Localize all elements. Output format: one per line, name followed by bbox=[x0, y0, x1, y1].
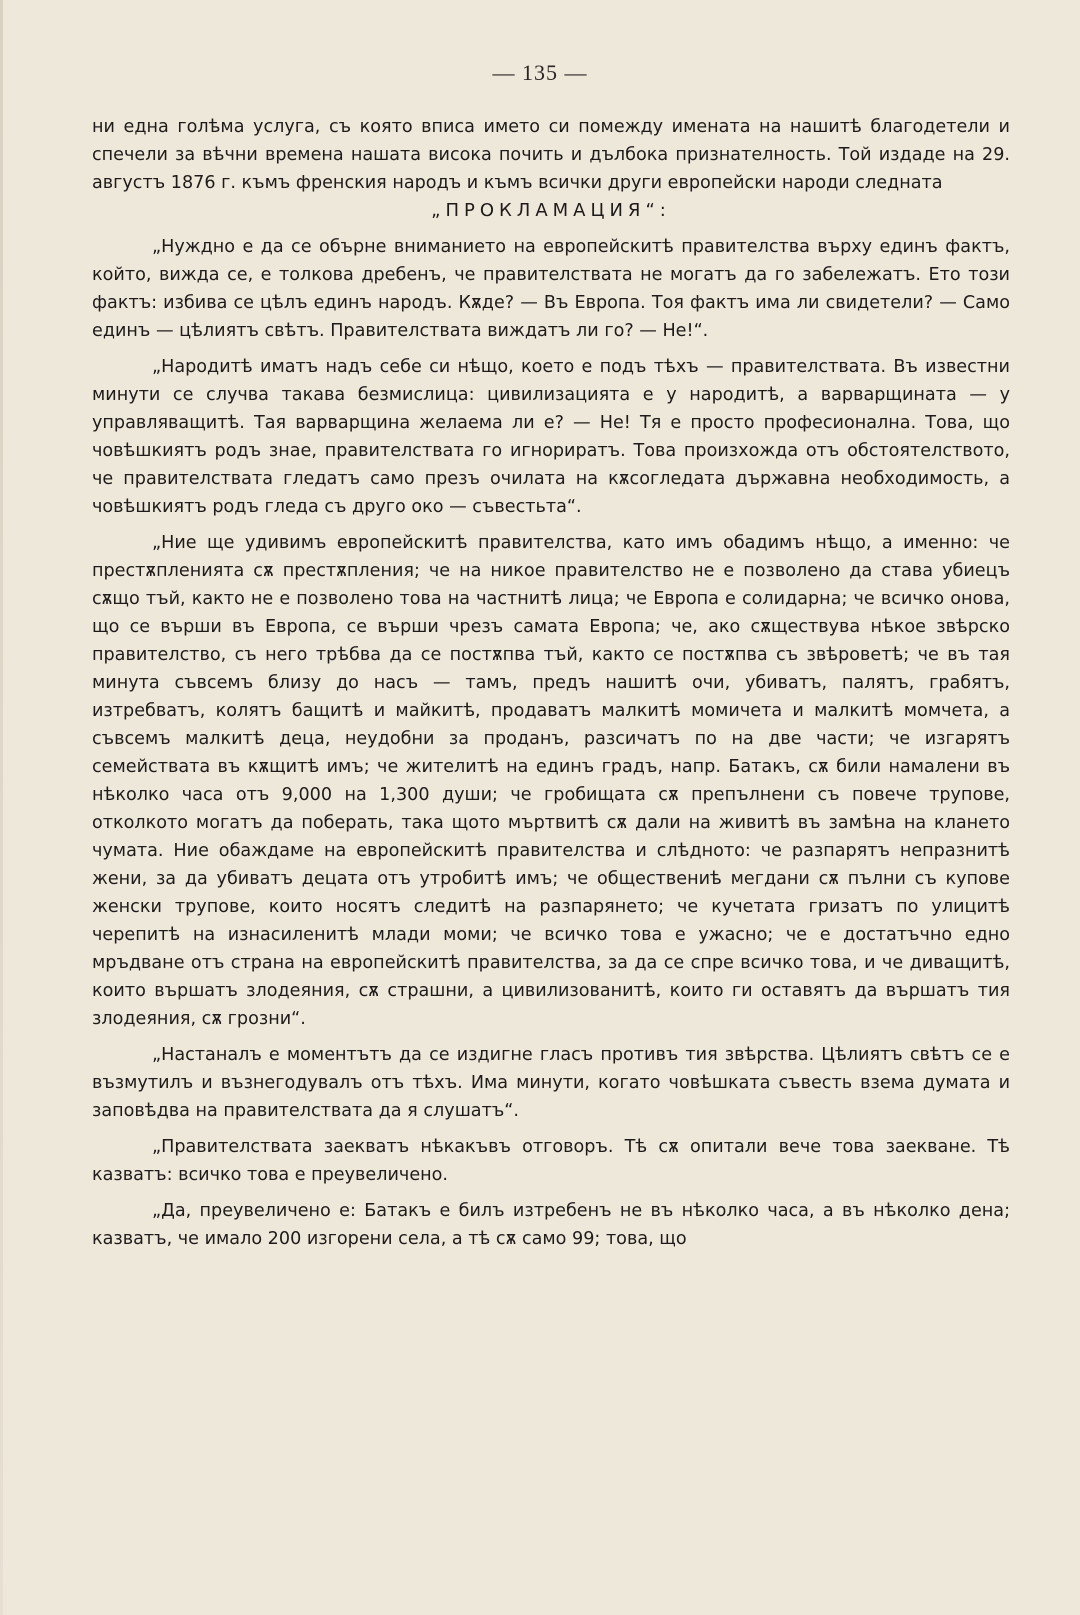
paragraph: „Настаналъ е моментътъ да се издигне гласъ противъ тия звѣрства. Цѣлиятъ свѣтъ се е възмутилъ и възнегодувалъ отъ тѣхъ. Има минути, когато човѣшката съвесть взема думата и заповѣдва на правителствата да я слушатъ“. bbox=[92, 1045, 1010, 1121]
paragraph: „Народитѣ иматъ надъ себе си нѣщо, което е подъ тѣхъ — правителствата. Въ известни минути се случва такава безмислица: цивилизацията е у народитѣ, а варварщината — у управляващитѣ. Тая варварщина желаема ли е? — Не! Тя е просто професионална. Това, що човѣшкиятъ родъ знае, правителствата го игнориратъ. Това произхожда отъ обстоятелството, че правителствата гледатъ само презъ очилата на кѫсогледата държавна необходимость, а човѣшкиятъ родъ гледа съ друго око — съвестьта“. bbox=[92, 357, 1010, 517]
paragraph: „Правителствата заекватъ нѣкакъвъ отговоръ. Тѣ сѫ опитали вече това заекване. Тѣ казватъ: всичко това е преувеличено. bbox=[92, 1137, 1010, 1185]
page-body bbox=[92, 113, 1010, 1253]
paragraph: „Нуждно е да се обърне вниманието на европейскитѣ правителства върху единъ фактъ, който, вижда се, е толкова дребенъ, че правителствата не могатъ да го забележатъ. Ето този фактъ: избива се цѣлъ единъ народъ. Кѫде? — Въ Европа. Тоя фактъ има ли свидетели? — Само единъ — цѣлиятъ свѣтъ. Правителствата виждатъ ли го? — Не!“. bbox=[92, 237, 1010, 341]
paragraph: „Ние ще удивимъ европейскитѣ правителства, като имъ обадимъ нѣщо, а именно: че престѫпленията сѫ престѫпления; че на никое правителство не е позволено да става убиецъ сѫщо тъй, както не е позволено това на частнитѣ лица; че Европа е солидарна; че всичко онова, що се върши въ Европа, се върши чрезъ самата Европа; че, ако сѫществува нѣкое звѣрско правителство, съ него трѣбва да се постѫпва тъй, както се постѫпва съ звѣроветѣ; че въ тая минута съвсемъ близу до насъ — тамъ, предъ нашитѣ очи, убиватъ, палятъ, грабятъ, изтребватъ, колятъ бащитѣ и майкитѣ, продаватъ малкитѣ момичета и малкитѣ момчета, а съвсемъ малкитѣ деца, неудобни за проданъ, разсичатъ по на две части; че изгарятъ семействата въ кѫщитѣ имъ; че жителитѣ на единъ градъ, напр. Батакъ, сѫ били намалени въ нѣколко часа отъ 9,000 на 1,300 души; че гробищата сѫ препълнени съ повече трупове, отколкото могатъ да поберать, така щото мъртвитѣ сѫ дали на живитѣ въ замѣна на клането чумата. Ние обаждаме на европейскитѣ правителства и слѣдното: че разпарятъ непразнитѣ жени, за да убиватъ децата отъ утробитѣ имъ; че обществениѣ мегдани сѫ пълни съ купове женски трупове, които носятъ следитѣ на разпарянето; че кучетата гризатъ по улицитѣ черепитѣ на изнасиленитѣ млади моми; че всичко това е ужасно; че е достатъчно едно мръдване отъ страна на европейскитѣ правителства, за да се спре всичко това, и че диващитѣ, които вършатъ злодеяния, сѫ страшни, а цивилизованитѣ, които ги оставятъ да вършатъ тия злодеяния, сѫ грозни“. bbox=[92, 533, 1010, 1029]
page-number: — 135 — bbox=[492, 60, 588, 85]
proclamation-title: „ПРОКЛАМАЦИЯ“: bbox=[431, 200, 671, 221]
paragraph: „Да, преувеличено е: Батакъ е билъ изтребенъ не въ нѣколко часа, а въ нѣколко дена; казватъ, че имало 200 изгорени села, а тѣ сѫ само 99; това, що bbox=[92, 1201, 1010, 1249]
intro-paragraph: ни една голѣма услуга, съ която вписа името си помежду имената на нашитѣ благодетели и спечели за вѣчни времена нашата висока почить и дълбока признателность. Той издаде на 29. августъ 1876 г. къмъ френския народъ и къмъ всички други европейски народи следната bbox=[92, 117, 1010, 193]
